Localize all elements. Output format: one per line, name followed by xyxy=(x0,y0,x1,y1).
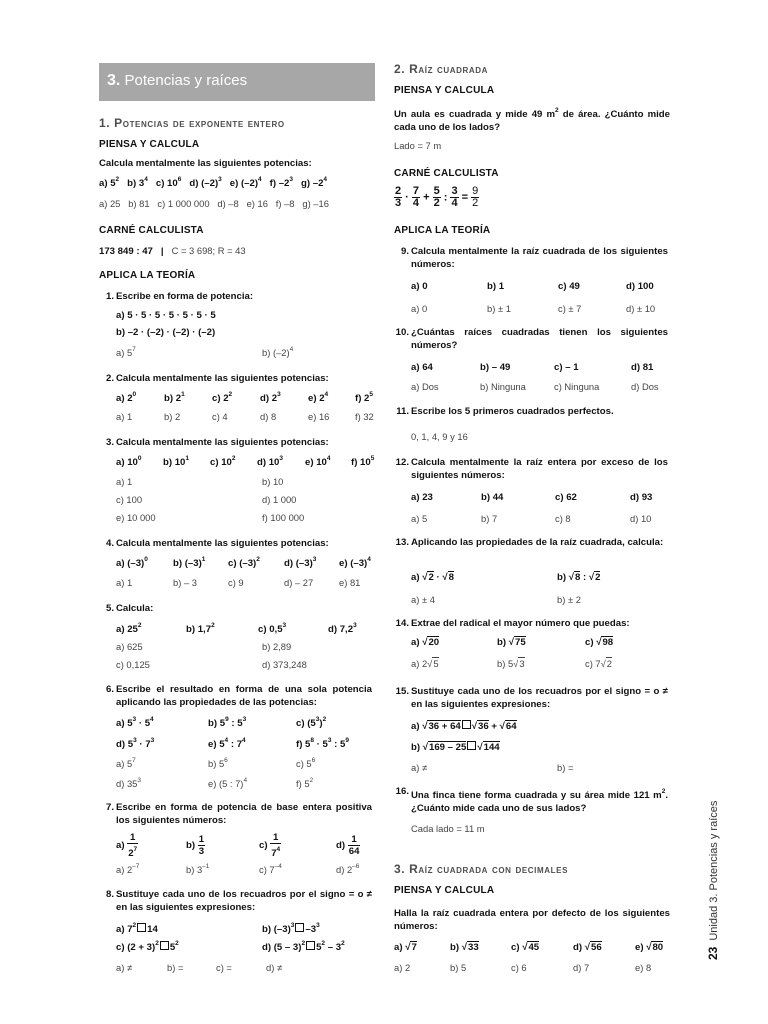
q9-exercises: a) 0 b) 1 c) 49 d) 100 xyxy=(411,281,654,292)
q1-ans-a: a) $5^7$ xyxy=(116,346,136,358)
q1a: a) 5 · 5 · 5 · 5 · 5 · 5 · 5 xyxy=(116,310,216,321)
piensa-label-2: PIENSA Y CALCULA xyxy=(394,85,495,96)
blank-box xyxy=(295,923,304,932)
q3-ans-e: e) 10 000 xyxy=(116,512,156,523)
q2-answers: a) 1 b) 2 c) 4 d) 8 e) 16 f) 32 xyxy=(116,411,374,422)
q3: 3. Calcula mentalmente las siguientes potencias: xyxy=(105,437,329,448)
q16-answer: Cada lado = 11 m xyxy=(411,823,485,834)
q13-answers: a) ± 4 b) ± 2 xyxy=(411,594,581,605)
q6-ans-row1: a) $5^7$ b) $5^6$ c) $5^6$ xyxy=(116,757,316,769)
q4: 4. Calcula mentalmente las siguientes potencias: xyxy=(105,538,329,549)
q3-exercises: a) $10^0$ b) $10^1$ c) $10^2$ d) $10^3$ e) $10^4$ f) $10^5$ xyxy=(116,455,375,468)
pc1-text: Calcula mentalmente las siguientes potencias: xyxy=(99,158,312,169)
pc1-answers: a) 25 b) 81 c) 1 000 000 d) –8 e) 16 f) –8 g) –16 xyxy=(99,198,329,209)
q2-exercises: a) $2^0$ b) $2^1$ c) $2^2$ d) $2^3$ e) $2^4$ f) $2^5$ xyxy=(116,391,374,404)
blank-box xyxy=(462,720,471,729)
carne-label: CARNÉ CALCULISTA xyxy=(99,225,204,236)
pc3-text: Halla la raíz cuadrada entera por defecto de los siguientes números: xyxy=(394,908,670,932)
q5-ans-b: b) 2,89 xyxy=(262,641,292,652)
q6-row1: a) $5^3 \cdot 5^4$ b) $5^9$ : $5^3$ c) $(5^3)^2$ xyxy=(116,716,327,729)
q2: 2. Calcula mentalmente las siguientes potencias: xyxy=(105,373,329,384)
q9-answers: a) 0 b) ± 1 c) ± 7 d) ± 10 xyxy=(411,303,656,314)
pc2-answer: Lado = 7 m xyxy=(394,140,442,151)
q6-ans-row2: d) $35^3$ e) (5 : 7)$^4$ f) $5^2$ xyxy=(116,777,314,789)
q11: 11. Escribe los 5 primeros cuadrados perfectos. xyxy=(396,406,614,417)
q15: 15. Sustituye cada uno de los recuadros por el signo = o ≠ en las siguientes expresiones: xyxy=(395,686,668,710)
aplica-label-2: APLICA LA TEORÍA xyxy=(394,225,491,236)
pc1-exercises: a) $5^2$ b) $3^4$ c) $10^6$ d) $(-2)^3$ e) $(-2)^4$ f) $-2^3$ g) $-2^4$ xyxy=(99,176,328,189)
q8-answers: a) ≠ b) = c) = d) ≠ xyxy=(116,962,283,973)
blank-box xyxy=(160,941,169,950)
q1b: b) –2 · (–2) · (–2) · (–2) xyxy=(116,327,216,338)
q5-ans-d: d) 373,248 xyxy=(262,659,307,670)
cc2-exercise: $\frac{2}{3}$ · $\frac{7}{4}$ + $\frac{5}{2}$ : $\frac{3}{4}$ = $\frac{9}{2}$ xyxy=(395,185,479,209)
blank-box xyxy=(306,941,315,950)
chapter-banner xyxy=(99,63,375,101)
q8-row2: c) $(2 + 3)^2$ $5^2$ d) (5 – 3)$^2$ $5^2 - 3^2$ xyxy=(116,940,345,953)
q8-row1: a) $7^2$ 14 b) $(-3)^3$ $-3^3$ xyxy=(116,922,320,935)
q14-answers: a) 2√5 b) 5√3 c) 7√2 xyxy=(411,658,613,669)
q3-ans-a: a) 1 xyxy=(116,476,133,487)
q5-exercises: a) $25^2$ b) $1,7^2$ c) $0,5^3$ d) $7,2^3$ xyxy=(116,622,357,635)
q11-answer: 0, 1, 4, 9 y 16 xyxy=(411,431,468,442)
q5-ans-c: c) 0,125 xyxy=(116,659,150,670)
section-3-heading: 3. Raíz cuadrada con decimales xyxy=(394,862,569,876)
aplica-label-1: APLICA LA TEORÍA xyxy=(99,270,196,281)
q12-exercises: a) 23 b) 44 c) 62 d) 93 xyxy=(411,492,653,503)
pc2-text: Un aula es cuadrada y mide 49 $m^2$ de área. ¿Cuánto mide cada uno de los lados? xyxy=(394,107,670,133)
pc3-answers: a) 2 b) 5 c) 6 d) 7 e) 8 xyxy=(394,962,652,973)
cc1-exercise: 173 849 : 47 | C = 3 698; R = 43 xyxy=(99,245,246,257)
chapter-title: 3. Potencias y raíces xyxy=(107,72,248,89)
section-1-heading: 1. Potencias de exponente entero xyxy=(99,116,285,130)
blank-box xyxy=(467,741,476,750)
q14-exercises: a) √20 b) √75 c) √98 xyxy=(411,637,614,648)
q7-answers: a) $2^{-7}$ b) $3^{-1}$ c) $7^{-4}$ d) $2^{-6}$ xyxy=(116,863,360,875)
q5-ans-a: a) 625 xyxy=(116,641,143,652)
q3-ans-f: f) 100 000 xyxy=(262,512,305,523)
carne-label-2: CARNÉ CALCULISTA xyxy=(394,168,499,179)
q5: 5. Calcula: xyxy=(105,603,154,614)
q15-answers: a) ≠ b) = xyxy=(411,762,574,773)
q15-row-a: a) √36 + 64 √36 + √64 xyxy=(411,721,517,732)
q10: 10. ¿Cuántas raíces cuadradas tienen los siguientes números? xyxy=(395,327,668,351)
page-side-label: 23Unidad 3. Potencias y raíces xyxy=(706,800,720,960)
q12-answers: a) 5 b) 7 c) 8 d) 10 xyxy=(411,513,652,524)
q8: 8. Sustituye cada uno de los recuadros por el signo = o ≠ en las siguientes expresiones: xyxy=(105,889,372,913)
q1: 1. Escribe en forma de potencia: xyxy=(105,291,254,302)
q13-exercises: a) √2 · √8 b) √8 : √2 xyxy=(411,572,601,583)
q3-ans-b: b) 10 xyxy=(262,476,284,487)
q16: 16. Una finca tiene forma cuadrada y su área mide 121 $m^2$. ¿Cuánto mide cada uno de sus lados? xyxy=(395,786,668,814)
q10-answers: a) Dos b) Ninguna c) Ninguna d) Dos xyxy=(411,381,659,392)
q7-exercises: a) $\frac{1}{2^7}$ b) $\frac{1}{3}$ c) $\frac{1}{7^4}$ d) $\frac{1}{64}$ xyxy=(116,832,360,859)
q1-ans-b: b) $(-2)^4$ xyxy=(262,346,294,358)
q13: 13. Aplicando las propiedades de la raíz cuadrada, calcula: xyxy=(395,537,664,548)
q6-row2: d) $5^3 \cdot 7^3$ e) $5^4$ : $7^4$ f) $5^8 \cdot 5^3$ : $5^9$ xyxy=(116,737,350,750)
piensa-label: PIENSA Y CALCULA xyxy=(99,139,200,150)
q10-exercises: a) 64 b) – 49 c) – 1 d) 81 xyxy=(411,362,654,373)
blank-box xyxy=(137,923,146,932)
q14: 14. Extrae del radical el mayor número que puedas: xyxy=(395,618,630,629)
piensa-label-3: PIENSA Y CALCULA xyxy=(394,885,495,896)
q3-ans-c: c) 100 xyxy=(116,494,143,505)
q9: 9. Calcula mentalmente la raíz cuadrada de los siguientes números: xyxy=(400,246,668,270)
q4-exercises: a) $(-3)^0$ b) $(-3)^1$ c) $(-3)^2$ d) $(-3)^3$ e) $(-3)^4$ xyxy=(116,556,371,569)
q15-row-b: b) √169 – 25 √144 xyxy=(411,742,500,753)
q3-ans-d: d) 1 000 xyxy=(262,494,297,505)
q6: 6. Escribe el resultado en forma de una sola potencia aplicando las propiedades de las potencias: xyxy=(105,684,372,708)
q7: 7. Escribe en forma de potencia de base entera positiva los siguientes números: xyxy=(105,802,372,826)
section-2-heading: 2. Raíz cuadrada xyxy=(394,62,489,76)
pc3-exercises: a) √7 b) √33 c) √45 d) √56 e) √80 xyxy=(394,942,664,953)
q4-answers: a) 1 b) – 3 c) 9 d) – 27 e) 81 xyxy=(116,577,361,588)
q12: 12. Calcula mentalmente la raíz entera por exceso de los siguientes números: xyxy=(395,457,668,481)
